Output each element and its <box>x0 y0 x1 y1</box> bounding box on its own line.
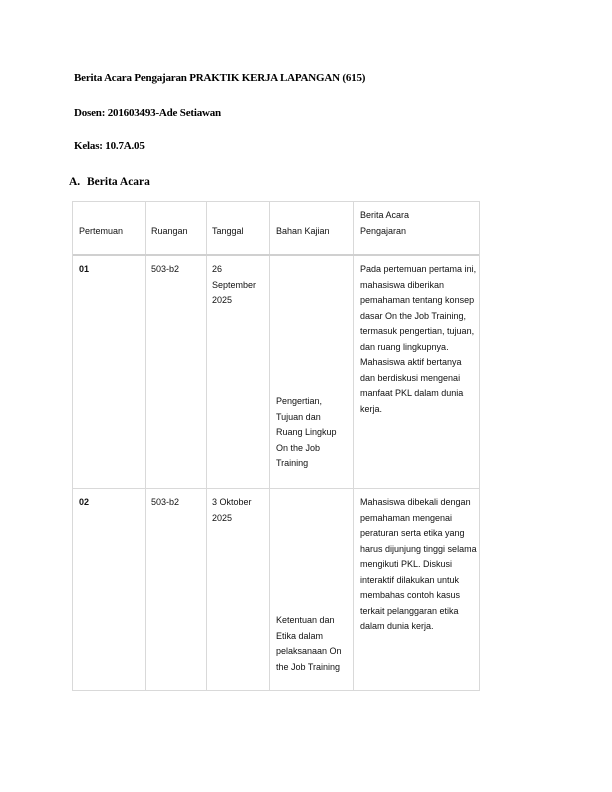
column-header-berita-acara: Berita Acara Pengajaran <box>360 210 410 236</box>
row1-ruangan: 503-b2 <box>151 264 180 274</box>
column-divider <box>353 202 354 690</box>
column-header-ruangan: Ruangan <box>151 226 188 236</box>
berita-acara-table <box>72 201 480 691</box>
column-header-pertemuan: Pertemuan <box>79 226 124 236</box>
row1-bahan-kajian: Pengertian, Tujuan dan Ruang Lingkup On the Job Training <box>276 396 337 468</box>
section-letter: A. <box>69 176 81 188</box>
class-line: Kelas: 10.7A.05 <box>74 140 145 152</box>
row2-tanggal: 3 Oktober 2025 <box>212 497 252 523</box>
row1-berita-acara: Pada pertemuan pertama ini, mahasiswa diberikan pemahaman tentang konsep dasar On the Job Training, termasuk pengertian, tujuan, dan ruang lingkupnya. Mahasiswa aktif bertanya dan berdiskusi mengenai manfaat PKL dalam dunia kerja. <box>360 264 477 414</box>
row1-pertemuan: 01 <box>79 264 90 274</box>
row2-berita-acara: Mahasiswa dibekali dengan pemahaman mengenai peraturan serta etika yang harus dijunjung tinggi selama mengikuti PKL. Diskusi interaktif dilakukan untuk membahas contoh kasus terkait pelanggaran etika dalam dunia kerja. <box>360 497 477 631</box>
row2-pertemuan: 02 <box>79 497 90 507</box>
course-title: Berita Acara Pengajaran PRAKTIK KERJA LAPANGAN (615) <box>74 72 366 84</box>
row2-bahan-kajian: Ketentuan dan Etika dalam pelaksanaan On the Job Training <box>276 615 342 672</box>
column-divider <box>269 202 270 690</box>
row1-tanggal: 26 September 2025 <box>212 264 257 305</box>
row2-ruangan: 503-b2 <box>151 497 180 507</box>
lecturer-line: Dosen: 201603493-Ade Setiawan <box>74 107 221 119</box>
header-divider <box>73 254 479 256</box>
column-divider <box>145 202 146 690</box>
column-header-tanggal: Tanggal <box>212 226 244 236</box>
row-divider <box>73 488 479 489</box>
section-title: Berita Acara <box>87 176 150 188</box>
column-header-bahan-kajian: Bahan Kajian <box>276 226 330 236</box>
section-heading <box>69 176 150 188</box>
column-divider <box>206 202 207 690</box>
